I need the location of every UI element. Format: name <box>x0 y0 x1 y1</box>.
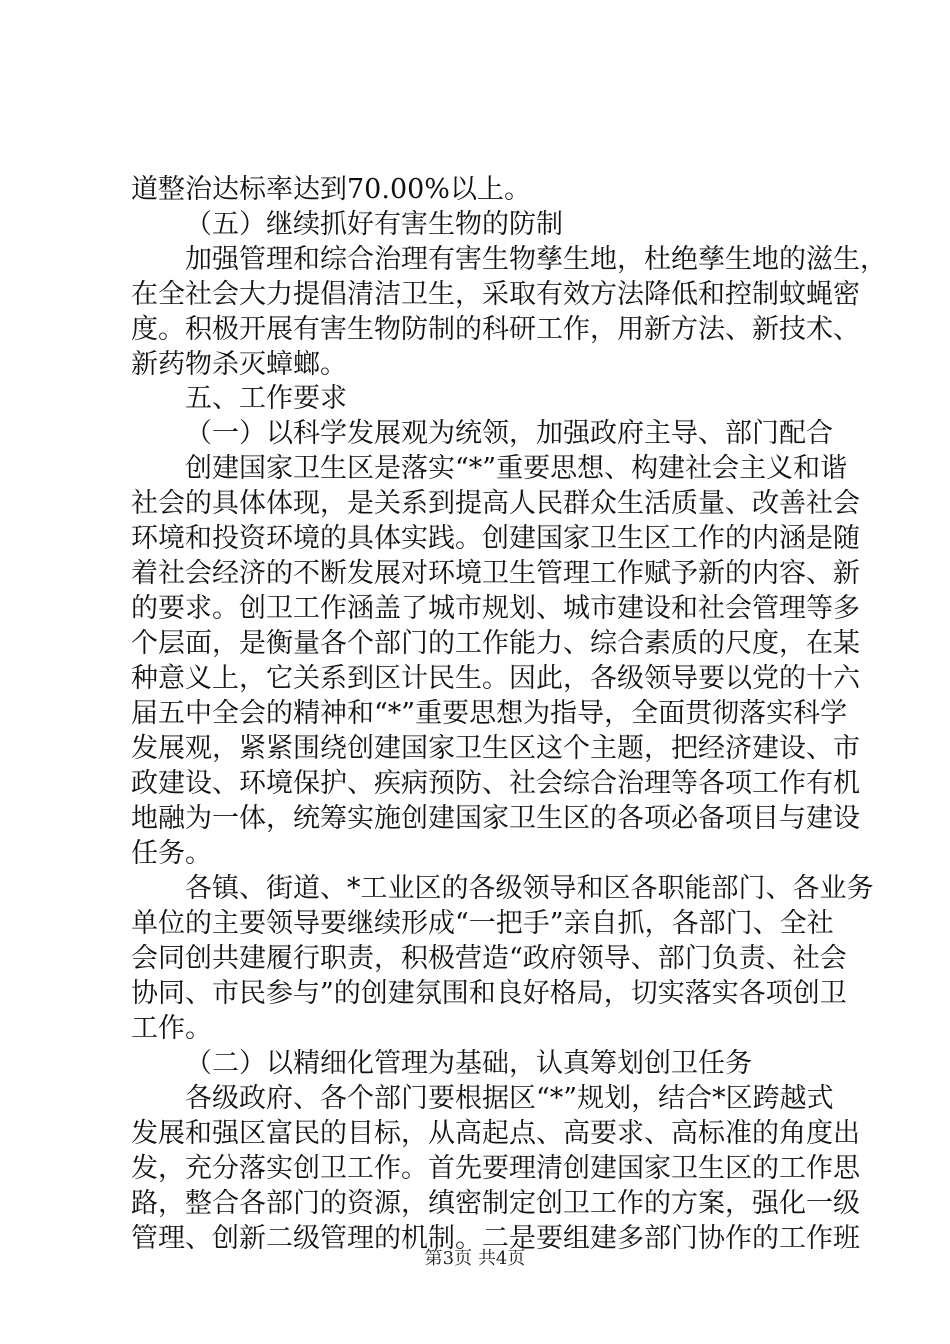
text-line: 度。积极开展有害生物防制的科研工作，用新方法、新技术、 <box>131 314 860 345</box>
text-line: 发展观，紧紧围绕创建国家卫生区这个主题，把经济建设、市 <box>131 733 860 764</box>
section-heading: （二）以精细化管理为基础，认真筹划创卫任务 <box>185 1048 752 1079</box>
section-heading: 五、工作要求 <box>185 383 347 414</box>
text-line: 路，整合各部门的资源，缜密制定创卫工作的方案，强化一级 <box>131 1188 860 1219</box>
text-line: 各级政府、各个部门要根据区“*”规划，结合*区跨越式 <box>185 1083 834 1114</box>
page-footer: 第3页 共4页 <box>424 1248 526 1269</box>
text-line: 单位的主要领导要继续形成“一把手”亲自抓，各部门、全社 <box>131 908 834 939</box>
section-heading: （五）继续抓好有害生物的防制 <box>185 209 563 240</box>
text-line: 届五中全会的精神和“*”重要思想为指导，全面贯彻落实科学 <box>131 698 848 729</box>
text-line: 新药物杀灭蟑螂。 <box>131 349 347 380</box>
text-line: 环境和投资环境的具体实践。创建国家卫生区工作的内涵是随 <box>131 523 860 554</box>
text-line: 协同、市民参与”的创建氛围和良好格局，切实落实各项创卫 <box>131 978 847 1009</box>
text-line: 会同创共建履行职责，积极营造“政府领导、部门负责、社会 <box>131 943 847 974</box>
text-line: 创建国家卫生区是落实“*”重要思想、构建社会主义和谐 <box>185 453 848 484</box>
text-line: 政建设、环境保护、疾病预防、社会综合治理等各项工作有机 <box>131 768 860 799</box>
text-line: 各镇、街道、*工业区的各级领导和区各职能部门、各业务 <box>185 873 874 904</box>
text-line: 个层面，是衡量各个部门的工作能力、综合素质的尺度，在某 <box>131 628 860 659</box>
text-line: 工作。 <box>131 1013 212 1044</box>
text-line: 地融为一体，统筹实施创建国家卫生区的各项必备项目与建设 <box>131 803 860 834</box>
text-line: 管理、创新二级管理的机制。二是要组建多部门协作的工作班 <box>131 1223 860 1254</box>
text-line: 社会的具体体现，是关系到提高人民群众生活质量、改善社会 <box>131 488 860 519</box>
text-line: 在全社会大力提倡清洁卫生，采取有效方法降低和控制蚊蝇密 <box>131 279 860 310</box>
text-line: 着社会经济的不断发展对环境卫生管理工作赋予新的内容、新 <box>131 558 860 589</box>
text-line: 加强管理和综合治理有害生物孳生地，杜绝孳生地的滋生， <box>185 244 887 275</box>
text-line: 的要求。创卫工作涵盖了城市规划、城市建设和社会管理等多 <box>131 593 860 624</box>
text-line: 任务。 <box>131 838 212 869</box>
text-line: 道整治达标率达到70.00%以上。 <box>131 174 531 205</box>
text-line: 发，充分落实创卫工作。首先要理清创建国家卫生区的工作思 <box>131 1153 860 1184</box>
text-line: 种意义上，它关系到区计民生。因此，各级领导要以党的十六 <box>131 663 860 694</box>
text-line: 发展和强区富民的目标，从高起点、高要求、高标准的角度出 <box>131 1118 860 1149</box>
section-heading: （一）以科学发展观为统领，加强政府主导、部门配合 <box>185 418 833 449</box>
